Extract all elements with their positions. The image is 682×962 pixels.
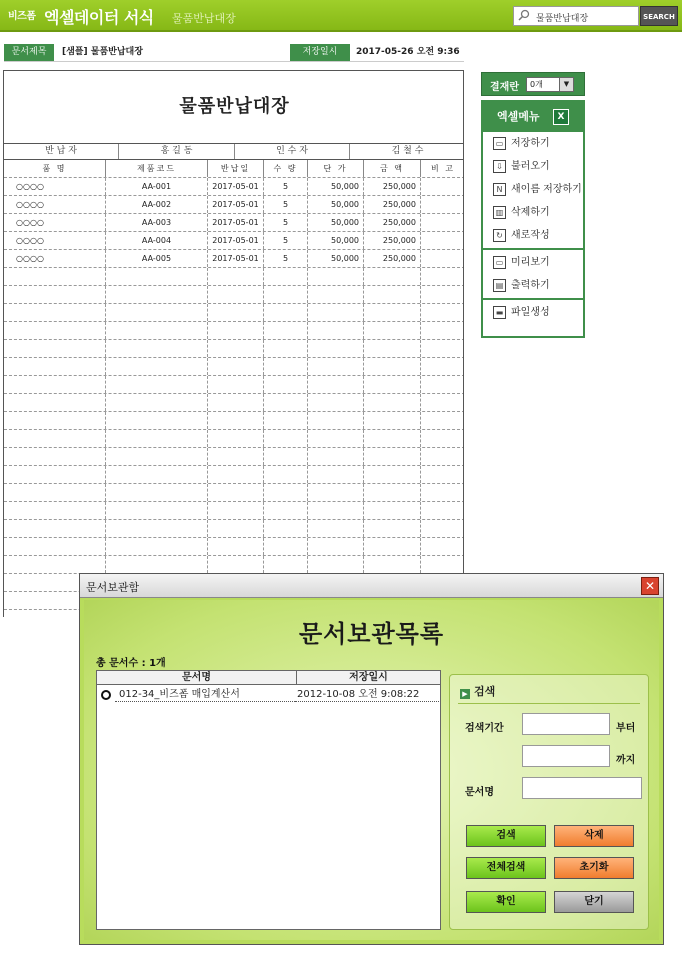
new-icon: ↻ bbox=[493, 229, 506, 242]
sheet-title: 물품반납대장 bbox=[179, 96, 290, 117]
approval-label: 결재란 bbox=[490, 82, 519, 93]
table-row bbox=[4, 537, 464, 555]
table-row bbox=[4, 231, 464, 249]
table-cell[interactable] bbox=[264, 484, 308, 501]
doc-name-input[interactable] bbox=[522, 777, 642, 799]
date-to-input[interactable] bbox=[522, 745, 610, 767]
excel-menu-title: 엑셀메뉴 bbox=[497, 110, 540, 123]
table-cell[interactable] bbox=[308, 430, 364, 447]
dialog-titlebar[interactable] bbox=[80, 574, 663, 598]
table-cell[interactable] bbox=[4, 376, 106, 393]
table-cell[interactable]: 50,000 bbox=[308, 214, 364, 231]
reset-button[interactable]: 초기화 bbox=[554, 857, 634, 879]
column-header[interactable]: 금 액 bbox=[364, 160, 421, 177]
table-cell[interactable]: AA-003 bbox=[106, 214, 208, 231]
table-cell[interactable] bbox=[4, 412, 106, 429]
radio-button[interactable] bbox=[101, 690, 111, 700]
table-cell[interactable] bbox=[421, 394, 464, 411]
menu-item[interactable] bbox=[483, 274, 583, 297]
table-row bbox=[4, 447, 464, 465]
table-cell[interactable] bbox=[264, 538, 308, 555]
table-cell[interactable]: 250,000 bbox=[364, 214, 421, 231]
to-label: 까지 bbox=[616, 755, 636, 766]
table-cell[interactable]: 50,000 bbox=[308, 196, 364, 213]
approval-count-value: 0개 bbox=[530, 80, 543, 89]
menu-item[interactable] bbox=[483, 251, 583, 274]
table-cell[interactable] bbox=[308, 412, 364, 429]
table-cell[interactable] bbox=[364, 520, 421, 537]
menu-divider bbox=[483, 298, 583, 300]
save-date-label: 저장일시 bbox=[290, 44, 350, 61]
trash-icon: ▥ bbox=[493, 206, 506, 219]
data-grid bbox=[4, 159, 464, 617]
table-cell[interactable] bbox=[308, 376, 364, 393]
dropdown-arrow-icon[interactable]: ▼ bbox=[559, 78, 573, 91]
table-row bbox=[4, 249, 464, 267]
table-cell[interactable] bbox=[4, 484, 106, 501]
table-cell[interactable] bbox=[208, 502, 264, 519]
table-cell[interactable] bbox=[364, 394, 421, 411]
table-cell[interactable] bbox=[208, 520, 264, 537]
archive-heading: 문서보관목록 bbox=[298, 620, 445, 648]
search-value: 물품반납대장 bbox=[536, 14, 589, 24]
table-cell[interactable]: 5 bbox=[264, 178, 308, 195]
menu-item-label: 파일생성 bbox=[511, 307, 550, 318]
table-cell[interactable] bbox=[106, 466, 208, 483]
entry-save-date: 2012-10-08 오전 9:08:22 bbox=[295, 687, 439, 702]
load-icon: ⇩ bbox=[493, 160, 506, 173]
table-cell[interactable] bbox=[4, 340, 106, 357]
table-cell[interactable] bbox=[364, 484, 421, 501]
table-cell[interactable] bbox=[208, 412, 264, 429]
period-label: 검색기간 bbox=[465, 723, 504, 734]
table-cell[interactable] bbox=[208, 448, 264, 465]
entry-doc-name: 012-34_비즈폼 매입계산서 bbox=[115, 687, 295, 702]
table-cell[interactable] bbox=[364, 340, 421, 357]
search-all-button[interactable]: 전체검색 bbox=[466, 857, 546, 879]
table-cell[interactable] bbox=[208, 430, 264, 447]
column-save-date[interactable]: 저장일시 bbox=[349, 672, 388, 683]
table-cell[interactable] bbox=[4, 394, 106, 411]
table-cell[interactable]: 5 bbox=[264, 196, 308, 213]
table-row bbox=[4, 177, 464, 195]
menu-item-label: 미리보기 bbox=[511, 257, 550, 268]
table-cell[interactable] bbox=[308, 466, 364, 483]
table-cell[interactable]: 2017-05-01 bbox=[208, 232, 264, 249]
table-cell[interactable] bbox=[421, 358, 464, 375]
table-cell[interactable]: ○○○○ bbox=[4, 196, 106, 213]
table-cell[interactable] bbox=[308, 448, 364, 465]
table-cell[interactable] bbox=[106, 322, 208, 339]
column-header[interactable]: 반납일 bbox=[208, 160, 264, 177]
approval-cell[interactable]: 반 납 자 bbox=[4, 144, 119, 160]
table-cell[interactable] bbox=[208, 340, 264, 357]
table-cell[interactable] bbox=[264, 448, 308, 465]
menu-item-label: 삭제하기 bbox=[511, 207, 550, 218]
table-cell[interactable] bbox=[308, 358, 364, 375]
table-cell[interactable] bbox=[106, 304, 208, 321]
table-cell[interactable] bbox=[264, 358, 308, 375]
table-cell[interactable] bbox=[106, 358, 208, 375]
table-cell[interactable]: ○○○○ bbox=[4, 232, 106, 249]
top-bar bbox=[0, 0, 682, 32]
table-cell[interactable] bbox=[421, 556, 464, 573]
table-cell[interactable] bbox=[106, 484, 208, 501]
table-cell[interactable] bbox=[208, 394, 264, 411]
approval-cell[interactable]: 홍 길 동 bbox=[119, 144, 235, 160]
table-header-row bbox=[4, 159, 464, 177]
table-cell[interactable] bbox=[106, 376, 208, 393]
document-info-bar bbox=[4, 44, 464, 62]
table-cell[interactable] bbox=[364, 556, 421, 573]
table-cell[interactable] bbox=[364, 538, 421, 555]
ok-button[interactable]: 확인 bbox=[466, 891, 546, 913]
table-cell[interactable] bbox=[208, 538, 264, 555]
table-cell[interactable] bbox=[364, 448, 421, 465]
table-cell[interactable]: 2017-05-01 bbox=[208, 250, 264, 267]
from-label: 부터 bbox=[616, 723, 636, 734]
table-cell[interactable] bbox=[106, 286, 208, 303]
menu-item[interactable] bbox=[483, 201, 583, 224]
table-cell[interactable]: ○○○○ bbox=[4, 250, 106, 267]
menu-divider bbox=[483, 248, 583, 250]
table-cell[interactable] bbox=[264, 412, 308, 429]
table-cell[interactable]: AA-005 bbox=[106, 250, 208, 267]
menu-item-label: 저장하기 bbox=[511, 138, 550, 149]
excel-menu-header bbox=[483, 102, 583, 132]
table-cell[interactable] bbox=[364, 412, 421, 429]
table-cell[interactable] bbox=[106, 538, 208, 555]
document-count: 총 문서수 : 1개 bbox=[96, 658, 166, 669]
column-header[interactable]: 수 량 bbox=[264, 160, 308, 177]
table-cell[interactable] bbox=[264, 304, 308, 321]
table-cell[interactable] bbox=[364, 466, 421, 483]
folder-icon: ▬ bbox=[493, 306, 506, 319]
table-cell[interactable]: AA-001 bbox=[106, 178, 208, 195]
table-cell[interactable] bbox=[308, 286, 364, 303]
table-cell[interactable] bbox=[364, 502, 421, 519]
table-cell[interactable] bbox=[208, 484, 264, 501]
table-cell[interactable] bbox=[364, 322, 421, 339]
table-row bbox=[4, 321, 464, 339]
table-row bbox=[4, 411, 464, 429]
table-cell[interactable] bbox=[264, 556, 308, 573]
table-cell[interactable] bbox=[421, 412, 464, 429]
table-cell[interactable] bbox=[421, 232, 464, 249]
table-cell[interactable] bbox=[264, 286, 308, 303]
table-cell[interactable] bbox=[421, 268, 464, 285]
table-cell[interactable] bbox=[421, 520, 464, 537]
table-cell[interactable] bbox=[208, 466, 264, 483]
table-cell[interactable] bbox=[421, 430, 464, 447]
table-cell[interactable] bbox=[421, 214, 464, 231]
menu-item[interactable] bbox=[483, 224, 583, 247]
table-cell[interactable]: 250,000 bbox=[364, 250, 421, 267]
table-cell[interactable] bbox=[208, 556, 264, 573]
table-cell[interactable] bbox=[4, 466, 106, 483]
document-archive-dialog bbox=[79, 573, 664, 945]
doc-title-value: [샘플] 물품반납대장 bbox=[62, 47, 143, 57]
table-cell[interactable] bbox=[208, 286, 264, 303]
table-cell[interactable] bbox=[364, 430, 421, 447]
save-date-value: 2017-05-26 오전 9:36 bbox=[356, 47, 460, 57]
table-cell[interactable] bbox=[364, 304, 421, 321]
table-cell[interactable] bbox=[421, 322, 464, 339]
table-row bbox=[4, 519, 464, 537]
divider bbox=[458, 703, 640, 704]
table-cell[interactable] bbox=[308, 340, 364, 357]
print-icon: ▤ bbox=[493, 279, 506, 292]
table-cell[interactable] bbox=[308, 502, 364, 519]
table-cell[interactable] bbox=[106, 430, 208, 447]
table-cell[interactable] bbox=[421, 286, 464, 303]
table-cell[interactable] bbox=[421, 304, 464, 321]
table-cell[interactable] bbox=[106, 448, 208, 465]
table-cell[interactable] bbox=[264, 520, 308, 537]
table-cell[interactable] bbox=[264, 340, 308, 357]
table-cell[interactable] bbox=[421, 376, 464, 393]
table-cell[interactable]: 5 bbox=[264, 214, 308, 231]
save-as-icon: N bbox=[493, 183, 506, 196]
table-cell[interactable] bbox=[4, 538, 106, 555]
table-cell[interactable] bbox=[421, 178, 464, 195]
bizform-logo[interactable]: 비즈폼 bbox=[8, 11, 36, 22]
approval-count-select[interactable] bbox=[526, 77, 574, 92]
preview-icon: ▭ bbox=[493, 256, 506, 269]
table-row bbox=[4, 555, 464, 573]
table-cell[interactable]: 250,000 bbox=[364, 196, 421, 213]
table-row bbox=[4, 267, 464, 285]
table-row bbox=[4, 465, 464, 483]
table-cell[interactable]: 50,000 bbox=[308, 232, 364, 249]
search-button[interactable]: 검색 bbox=[466, 825, 546, 847]
table-cell[interactable] bbox=[364, 376, 421, 393]
table-cell[interactable]: 50,000 bbox=[308, 178, 364, 195]
spreadsheet[interactable] bbox=[3, 70, 464, 617]
table-cell[interactable] bbox=[4, 268, 106, 285]
table-cell[interactable]: ○○○○ bbox=[4, 214, 106, 231]
menu-item-label: 출력하기 bbox=[511, 280, 550, 291]
list-header bbox=[97, 671, 440, 685]
table-cell[interactable] bbox=[106, 340, 208, 357]
table-cell[interactable] bbox=[4, 322, 106, 339]
search-input[interactable] bbox=[513, 6, 639, 26]
table-row bbox=[4, 483, 464, 501]
app-subtitle: 물품반납대장 bbox=[172, 12, 236, 25]
table-cell[interactable] bbox=[421, 484, 464, 501]
table-cell[interactable] bbox=[264, 502, 308, 519]
table-cell[interactable] bbox=[421, 448, 464, 465]
table-cell[interactable] bbox=[308, 268, 364, 285]
table-cell[interactable] bbox=[308, 394, 364, 411]
menu-item-label: 새로작성 bbox=[511, 230, 550, 241]
table-cell[interactable] bbox=[308, 484, 364, 501]
search-panel-title bbox=[460, 683, 495, 699]
excel-menu bbox=[481, 100, 585, 338]
table-cell[interactable] bbox=[106, 502, 208, 519]
date-from-input[interactable] bbox=[522, 713, 610, 735]
table-cell[interactable] bbox=[264, 394, 308, 411]
menu-item[interactable] bbox=[483, 301, 583, 324]
table-row bbox=[4, 429, 464, 447]
table-cell[interactable] bbox=[308, 538, 364, 555]
table-cell[interactable] bbox=[308, 322, 364, 339]
table-row bbox=[4, 501, 464, 519]
table-row bbox=[4, 303, 464, 321]
table-cell[interactable] bbox=[264, 268, 308, 285]
approval-cell[interactable]: 김 철 수 bbox=[391, 146, 424, 156]
column-header[interactable]: 품 명 bbox=[4, 160, 106, 177]
table-cell[interactable] bbox=[421, 250, 464, 267]
table-cell[interactable]: AA-002 bbox=[106, 196, 208, 213]
menu-item-label: 불러오기 bbox=[511, 161, 550, 172]
arrow-right-icon: ▶ bbox=[460, 689, 470, 699]
table-cell[interactable]: 50,000 bbox=[308, 250, 364, 267]
table-row bbox=[4, 393, 464, 411]
table-cell[interactable] bbox=[106, 412, 208, 429]
table-cell[interactable] bbox=[208, 268, 264, 285]
table-cell[interactable] bbox=[421, 196, 464, 213]
table-cell[interactable] bbox=[264, 322, 308, 339]
search-panel-label: 검색 bbox=[474, 685, 496, 698]
table-cell[interactable] bbox=[421, 466, 464, 483]
table-cell[interactable] bbox=[208, 322, 264, 339]
table-cell[interactable] bbox=[421, 502, 464, 519]
table-cell[interactable]: 5 bbox=[264, 232, 308, 249]
excel-icon: X bbox=[553, 109, 569, 125]
table-cell[interactable]: 250,000 bbox=[364, 232, 421, 249]
search-panel bbox=[449, 674, 649, 930]
table-cell[interactable] bbox=[106, 556, 208, 573]
table-cell[interactable] bbox=[364, 358, 421, 375]
column-header[interactable]: 비 고 bbox=[431, 164, 455, 173]
delete-button[interactable]: 삭제 bbox=[554, 825, 634, 847]
table-cell[interactable] bbox=[106, 268, 208, 285]
close-icon[interactable]: ✕ bbox=[641, 577, 659, 595]
menu-item[interactable] bbox=[483, 155, 583, 178]
table-cell[interactable] bbox=[364, 268, 421, 285]
dialog-body bbox=[84, 600, 659, 940]
table-cell[interactable] bbox=[208, 304, 264, 321]
list-item[interactable] bbox=[97, 687, 440, 703]
column-header[interactable]: 단 가 bbox=[308, 160, 364, 177]
table-cell[interactable] bbox=[308, 304, 364, 321]
table-row bbox=[4, 285, 464, 303]
table-row bbox=[4, 375, 464, 393]
table-cell[interactable] bbox=[308, 520, 364, 537]
search-button[interactable]: SEARCH bbox=[640, 6, 678, 26]
column-doc-name[interactable]: 문서명 bbox=[97, 671, 297, 684]
table-cell[interactable] bbox=[4, 448, 106, 465]
table-cell[interactable] bbox=[4, 520, 106, 537]
table-cell[interactable] bbox=[106, 394, 208, 411]
table-cell[interactable] bbox=[421, 340, 464, 357]
table-cell[interactable] bbox=[208, 376, 264, 393]
menu-item-label: 새이름 저장하기 bbox=[511, 184, 582, 195]
table-cell[interactable] bbox=[106, 520, 208, 537]
table-row bbox=[4, 213, 464, 231]
doc-name-label: 문서명 bbox=[465, 787, 494, 798]
approval-selector bbox=[481, 72, 585, 96]
table-cell[interactable]: ○○○○ bbox=[4, 178, 106, 195]
table-cell[interactable]: 2017-05-01 bbox=[208, 214, 264, 231]
close-button[interactable]: 닫기 bbox=[554, 891, 634, 913]
menu-item[interactable] bbox=[483, 132, 583, 155]
table-cell[interactable] bbox=[308, 556, 364, 573]
table-cell[interactable] bbox=[208, 358, 264, 375]
table-row bbox=[4, 339, 464, 357]
table-cell[interactable] bbox=[264, 430, 308, 447]
table-cell[interactable] bbox=[4, 358, 106, 375]
doc-title-label: 문서제목 bbox=[4, 44, 54, 61]
table-cell[interactable] bbox=[264, 466, 308, 483]
table-cell[interactable]: AA-004 bbox=[106, 232, 208, 249]
table-cell[interactable] bbox=[4, 502, 106, 519]
table-row bbox=[4, 357, 464, 375]
table-cell[interactable] bbox=[264, 376, 308, 393]
table-cell[interactable] bbox=[364, 286, 421, 303]
table-cell[interactable]: 2017-05-01 bbox=[208, 178, 264, 195]
table-cell[interactable] bbox=[4, 286, 106, 303]
table-cell[interactable] bbox=[4, 556, 106, 573]
table-cell[interactable]: 5 bbox=[264, 250, 308, 267]
table-cell[interactable] bbox=[4, 304, 106, 321]
table-row bbox=[4, 195, 464, 213]
dialog-title: 문서보관함 bbox=[86, 581, 140, 594]
document-list[interactable] bbox=[96, 670, 441, 930]
table-cell[interactable] bbox=[421, 538, 464, 555]
approval-row bbox=[4, 143, 464, 159]
approval-cell[interactable]: 인 수 자 bbox=[235, 144, 350, 160]
table-cell[interactable]: 250,000 bbox=[364, 178, 421, 195]
table-cell[interactable] bbox=[4, 430, 106, 447]
app-title: 엑셀데이터 서식 bbox=[44, 8, 154, 27]
menu-item[interactable] bbox=[483, 178, 583, 201]
save-icon: ▭ bbox=[493, 137, 506, 150]
table-cell[interactable]: 2017-05-01 bbox=[208, 196, 264, 213]
column-header[interactable]: 제품코드 bbox=[106, 160, 208, 177]
search-icon bbox=[518, 9, 530, 21]
